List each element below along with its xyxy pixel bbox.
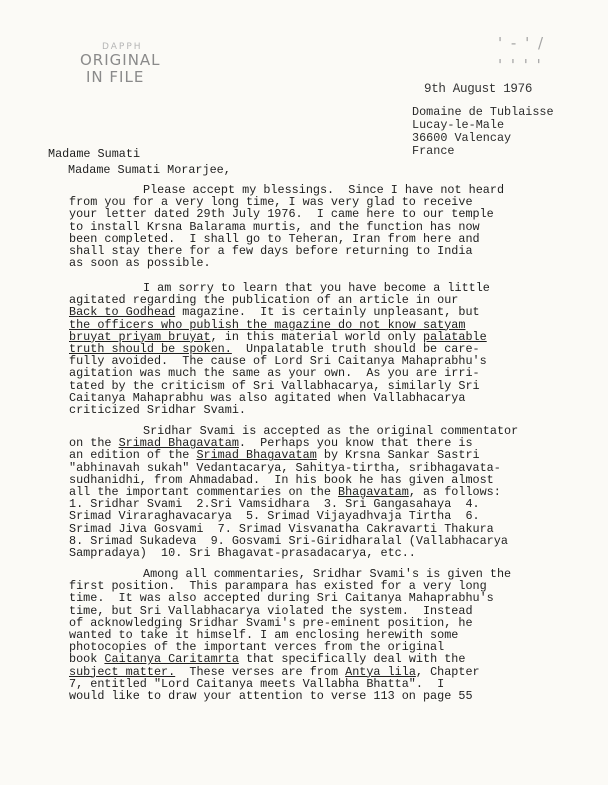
p3-line-6: all the important commentaries on the Bhagavatam, as follows: [69, 485, 501, 500]
p4-line-10: 7, entitled "Lord Caitanya meets Vallabha Bhatta". I [69, 676, 445, 691]
paragraph-3 [69, 425, 589, 559]
p2-line-7: fully avoided. The cause of Lord Sri Caitanya Mahaprabhu's [69, 354, 487, 369]
p2-line-11: criticized Sridhar Svami. [69, 403, 246, 418]
p4-line-4: time, but Sri Vallabhacarya violated the system. Instead [69, 603, 473, 618]
p3-line-1: Sridhar Svami is accepted as the original commentator [143, 424, 519, 438]
paragraph-2 [69, 282, 589, 416]
palatable-word: palatable [422, 329, 487, 344]
p4-line-8: book Caitanya Caritamrta that specifically deal with the [69, 652, 466, 667]
sender-address [412, 106, 554, 158]
address-line-4: France [412, 144, 455, 158]
p3-line-7: 1. Sridhar Svami 2.Sri Vamsidhara 3. Sri Gangasahaya 4. [69, 497, 480, 512]
p2-line-3: Back to Godhead magazine. It is certainly unpleasant, but [69, 305, 480, 320]
p1-line-2: from you for a very long time, I was very glad to receive [69, 195, 473, 210]
p1-line-1: Please accept my blessings. Since I have not heard [143, 183, 505, 197]
letter-date: 9th August 1976 [424, 82, 533, 96]
p3-line-4: "abhinavah sukah" Vedantacarya, Sahitya-tirtha, sribhagavata- [69, 460, 501, 475]
stamp-line-in-file: IN FILE [86, 68, 145, 86]
salutation-main: Madame Sumati Morarjee, [68, 163, 231, 177]
book-title-1: Srimad Bhagavatam [118, 436, 239, 451]
p2-line-6: truth should be spoken. Unpalatable truth should be care- [69, 342, 480, 357]
magazine-title: Back to Godhead [69, 305, 176, 320]
p4-line-3: time. It was also accepted during Sri Caitanya Mahaprabhu's [69, 591, 494, 606]
antya-lila: Antya lila [345, 664, 416, 679]
sanskrit-phrase-1: satyam [422, 317, 466, 332]
p3-line-11: Sampradaya) 10. Sri Bhagavat-prasadacarya, etc.. [69, 546, 416, 561]
address-line-3: 36600 Valencay [412, 131, 512, 145]
p4-line-1: Among all commentaries, Sridhar Svami's is given the [143, 567, 512, 581]
p3-line-3: an edition of the Srimad Bhagavatam by Krsna Sankar Sastri [69, 448, 480, 463]
p2-line-9: tated by the criticism of Sri Vallabhacarya, similarly Sri [69, 378, 480, 393]
p4-line-2: first position. This parampara has existed for a very long [69, 579, 487, 594]
p1-line-7: as soon as possible. [69, 256, 211, 271]
p4-line-11: would like to draw your attention to verse 113 on page 55 [69, 689, 473, 704]
p4-line-9: subject matter. These verses are from Antya lila, Chapter [69, 664, 480, 679]
p1-line-3: your letter dated 29th July 1976. I came here to our temple [69, 207, 494, 222]
p3-line-5: sudhanidhi, from Ahmadabad. In his book he has given almost [69, 472, 494, 487]
corner-marks-line-1: ' - ' / [498, 34, 546, 52]
p3-line-10: 8. Srimad Sukadeva 9. Gosvami Sri-Giridharalal (Vallabhacarya [69, 533, 508, 548]
book-title-3: Bhagavatam [338, 485, 409, 500]
salutation-top: Madame Sumati [48, 147, 141, 161]
stamp-faint-text: DAPPH [102, 42, 143, 52]
p2-line-2: agitated regarding the publication of an article in our [69, 293, 459, 308]
stamp-line-original: ORIGINAL [80, 51, 161, 69]
p1-line-6: shall stay there for a few days before returning to India [69, 244, 473, 259]
corner-marks-line-2: ' ' ' ' [498, 56, 543, 74]
p2-line-10: Caitanya Mahaprabhu was also agitated when Vallabhacarya [69, 390, 466, 405]
p4-line-6: wanted to take it himself. I am enclosing herewith some [69, 628, 459, 643]
book-title-2: Srimad Bhagavatam [196, 448, 317, 463]
p1-line-4: to install Krsna Balarama murtis, and the function has now [69, 219, 480, 234]
p3-line-8: Srimad Viraraghavacarya 5. Srimad Vijayadhvaja Tirtha 6. [69, 509, 480, 524]
p2-line-1: I am sorry to learn that you have become a little [143, 281, 490, 295]
corner-handwritten-marks [498, 32, 545, 76]
p4-line-5: of acknowledging Sridhar Svami's pre-eminent position, he [69, 615, 473, 630]
p1-line-5: been completed. I shall go to Teheran, Iran from here and [69, 231, 480, 246]
book-title-4: Caitanya Caritamrta [104, 652, 239, 667]
p2-line-5: bruyat priyam bruyat, in this material world only palatable [69, 329, 487, 344]
address-line-1: Domaine de Tublaisse [412, 105, 554, 119]
p2-line-8: agitation was much the same as your own. As you are irri- [69, 366, 480, 381]
p4-line-7: photocopies of the important verces from the original [69, 640, 445, 655]
original-in-file-stamp [80, 42, 161, 86]
paragraph-1 [69, 184, 589, 269]
address-line-2: Lucay-le-Male [412, 118, 505, 132]
sanskrit-phrase-2: bruyat priyam bruyat [69, 329, 211, 344]
p2-line-4: the officers who publish the magazine do not know satyam [69, 317, 466, 332]
p3-line-9: Srimad Jiva Gosvami 7. Srimad Visvanatha Cakravarti Thakura [69, 521, 494, 536]
p3-line-2: on the Srimad Bhagavatam. Perhaps you know that there is [69, 436, 473, 451]
paragraph-4 [69, 568, 589, 702]
